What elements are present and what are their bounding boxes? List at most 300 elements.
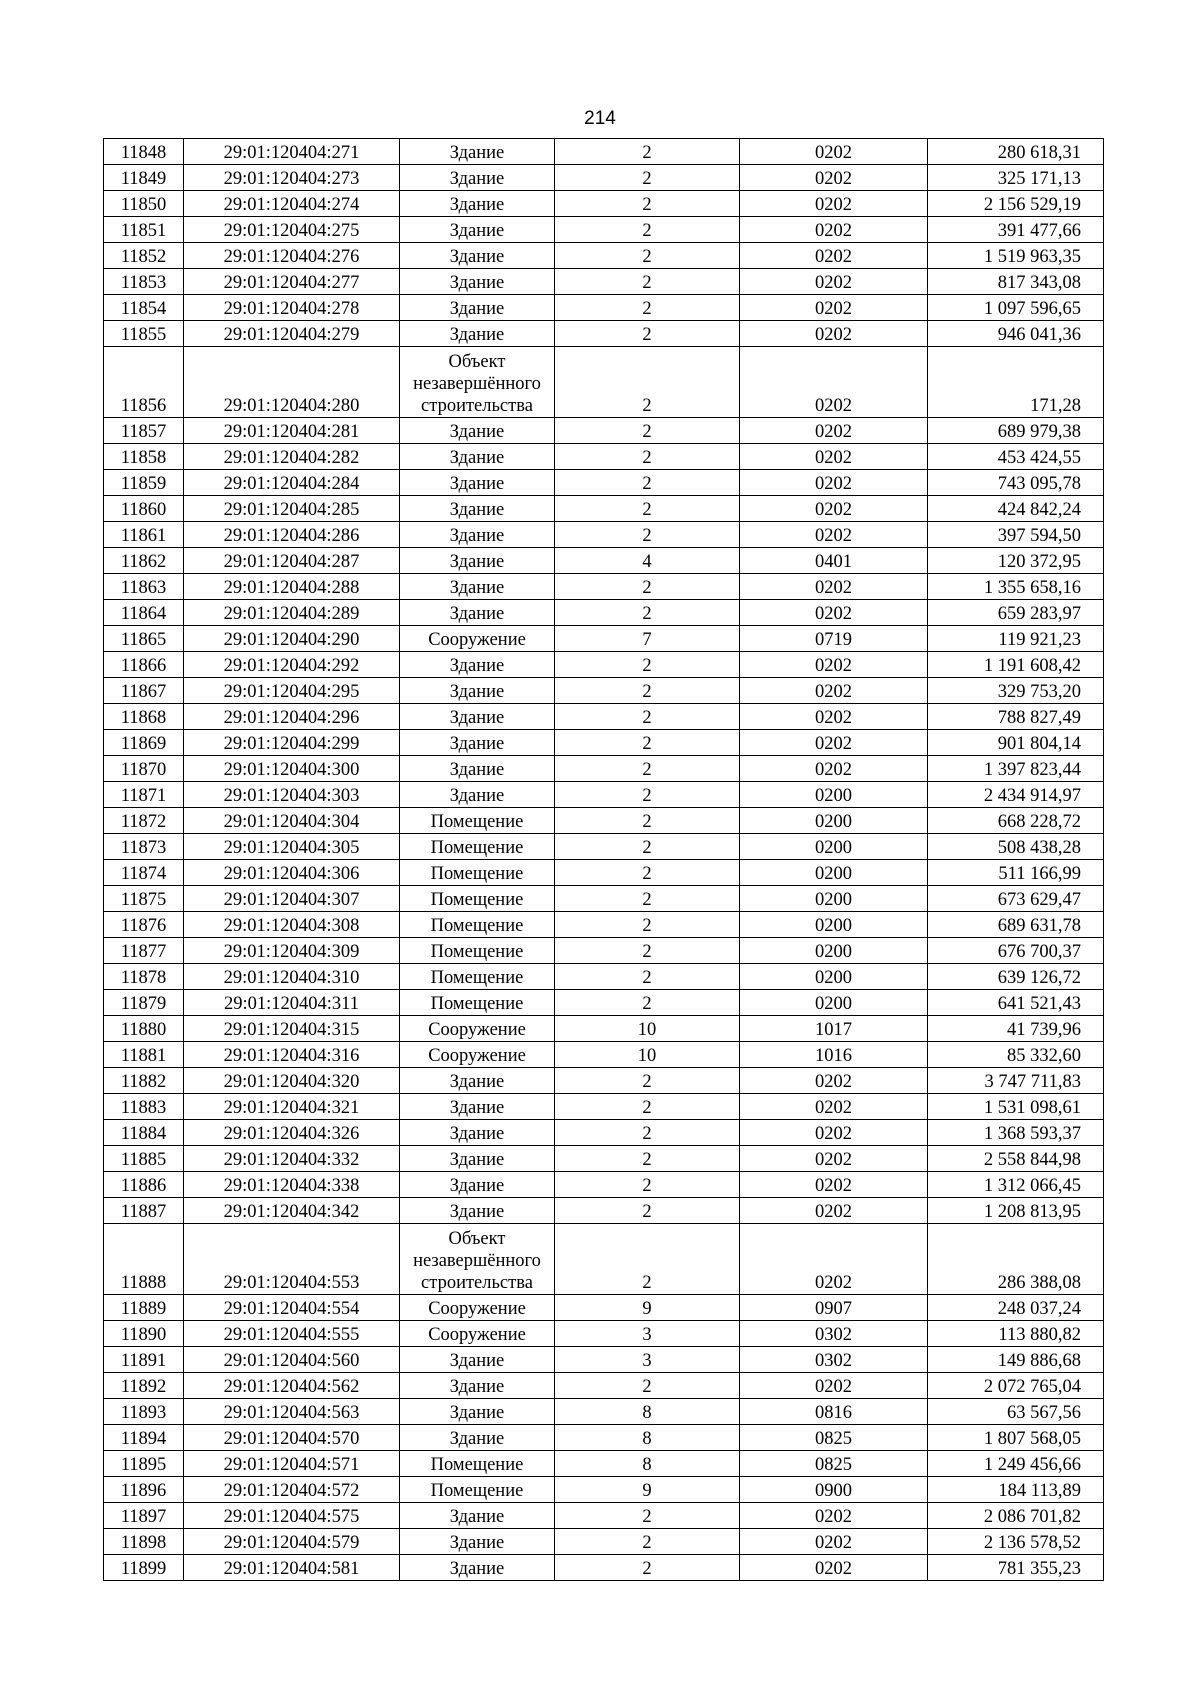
code-cell: 0202 [740,600,928,626]
group-cell: 2 [555,1146,740,1172]
row-number-cell: 11861 [104,522,184,548]
group-cell: 8 [555,1451,740,1477]
table-row [104,1224,1104,1295]
group-cell: 2 [555,704,740,730]
cadastral-number-cell: 29:01:120404:338 [184,1172,400,1198]
cadastral-number-cell: 29:01:120404:307 [184,886,400,912]
table-row [104,652,1104,678]
code-cell: 0202 [740,418,928,444]
cadastral-number-cell: 29:01:120404:305 [184,834,400,860]
row-number-cell: 11887 [104,1198,184,1224]
cadastral-value-cell: 676 700,37 [928,938,1104,964]
code-cell: 0202 [740,470,928,496]
cadastral-number-cell: 29:01:120404:554 [184,1295,400,1321]
cadastral-value-cell: 2 136 578,52 [928,1529,1104,1555]
group-cell: 2 [555,1503,740,1529]
cadastral-value-cell: 184 113,89 [928,1477,1104,1503]
code-cell: 0202 [740,652,928,678]
row-number-cell: 11873 [104,834,184,860]
cadastral-value-cell: 424 842,24 [928,496,1104,522]
cadastral-number-cell: 29:01:120404:303 [184,782,400,808]
object-type-cell: Здание [400,678,555,704]
table-row [104,1321,1104,1347]
cadastral-number-cell: 29:01:120404:300 [184,756,400,782]
code-cell: 0202 [740,217,928,243]
cadastral-number-cell: 29:01:120404:286 [184,522,400,548]
row-number-cell: 11869 [104,730,184,756]
cadastral-value-cell: 2 072 765,04 [928,1373,1104,1399]
code-cell: 0202 [740,522,928,548]
table-row [104,1120,1104,1146]
cadastral-value-cell: 1 191 608,42 [928,652,1104,678]
row-number-cell: 11865 [104,626,184,652]
row-number-cell: 11890 [104,1321,184,1347]
cadastral-value-cell: 280 618,31 [928,139,1104,165]
cadastral-number-cell: 29:01:120404:316 [184,1042,400,1068]
code-cell: 0302 [740,1347,928,1373]
group-cell: 2 [555,217,740,243]
cadastral-number-cell: 29:01:120404:273 [184,165,400,191]
cadastral-number-cell: 29:01:120404:280 [184,347,400,418]
row-number-cell: 11850 [104,191,184,217]
row-number-cell: 11878 [104,964,184,990]
cadastral-value-cell: 325 171,13 [928,165,1104,191]
group-cell: 2 [555,243,740,269]
code-cell: 0202 [740,1146,928,1172]
code-cell: 1017 [740,1016,928,1042]
cadastral-number-cell: 29:01:120404:572 [184,1477,400,1503]
cadastral-number-cell: 29:01:120404:326 [184,1120,400,1146]
code-cell: 0200 [740,912,928,938]
group-cell: 2 [555,269,740,295]
object-type-cell: Здание [400,1425,555,1451]
group-cell: 2 [555,574,740,600]
cadastral-number-cell: 29:01:120404:284 [184,470,400,496]
group-cell: 2 [555,1373,740,1399]
cadastral-number-cell: 29:01:120404:570 [184,1425,400,1451]
object-type-cell: Здание [400,243,555,269]
code-cell: 0200 [740,860,928,886]
group-cell: 2 [555,165,740,191]
table-row [104,1094,1104,1120]
table-row [104,1172,1104,1198]
row-number-cell: 11864 [104,600,184,626]
table-row [104,1016,1104,1042]
table-row [104,756,1104,782]
cadastral-value-cell: 171,28 [928,347,1104,418]
cadastral-value-cell: 119 921,23 [928,626,1104,652]
code-cell: 0202 [740,496,928,522]
code-cell: 0401 [740,548,928,574]
table-row [104,1529,1104,1555]
code-cell: 0202 [740,756,928,782]
code-cell: 0825 [740,1451,928,1477]
cadastral-number-cell: 29:01:120404:575 [184,1503,400,1529]
cadastral-number-cell: 29:01:120404:304 [184,808,400,834]
object-type-cell: Помещение [400,886,555,912]
cadastral-value-cell: 2 156 529,19 [928,191,1104,217]
cadastral-value-cell: 149 886,68 [928,1347,1104,1373]
code-cell: 0202 [740,1503,928,1529]
row-number-cell: 11871 [104,782,184,808]
table-row [104,678,1104,704]
cadastral-value-cell: 391 477,66 [928,217,1104,243]
code-cell: 0200 [740,808,928,834]
row-number-cell: 11872 [104,808,184,834]
code-cell: 0202 [740,1555,928,1581]
cadastral-value-cell: 659 283,97 [928,600,1104,626]
group-cell: 2 [555,678,740,704]
row-number-cell: 11859 [104,470,184,496]
row-number-cell: 11856 [104,347,184,418]
cadastral-number-cell: 29:01:120404:310 [184,964,400,990]
row-number-cell: 11851 [104,217,184,243]
group-cell: 4 [555,548,740,574]
cadastral-value-cell: 63 567,56 [928,1399,1104,1425]
group-cell: 2 [555,652,740,678]
row-number-cell: 11895 [104,1451,184,1477]
cadastral-number-cell: 29:01:120404:311 [184,990,400,1016]
code-cell: 1016 [740,1042,928,1068]
row-number-cell: 11866 [104,652,184,678]
cadastral-value-cell: 508 438,28 [928,834,1104,860]
code-cell: 0200 [740,964,928,990]
row-number-cell: 11854 [104,295,184,321]
code-cell: 0816 [740,1399,928,1425]
object-type-cell: Здание [400,1120,555,1146]
group-cell: 2 [555,418,740,444]
object-type-cell: Здание [400,1172,555,1198]
group-cell: 2 [555,600,740,626]
code-cell: 0202 [740,347,928,418]
object-type-cell: Здание [400,782,555,808]
group-cell: 2 [555,912,740,938]
table-row [104,834,1104,860]
code-cell: 0202 [740,1373,928,1399]
cadastral-value-cell: 1 368 593,37 [928,1120,1104,1146]
cadastral-value-cell: 743 095,78 [928,470,1104,496]
cadastral-number-cell: 29:01:120404:292 [184,652,400,678]
cadastral-number-cell: 29:01:120404:276 [184,243,400,269]
cadastral-number-cell: 29:01:120404:271 [184,139,400,165]
registry-table [103,138,1104,1581]
cadastral-value-cell: 120 372,95 [928,548,1104,574]
cadastral-number-cell: 29:01:120404:309 [184,938,400,964]
cadastral-number-cell: 29:01:120404:274 [184,191,400,217]
cadastral-number-cell: 29:01:120404:571 [184,1451,400,1477]
group-cell: 2 [555,1198,740,1224]
row-number-cell: 11874 [104,860,184,886]
group-cell: 2 [555,1120,740,1146]
cadastral-value-cell: 397 594,50 [928,522,1104,548]
object-type-cell: Здание [400,730,555,756]
cadastral-value-cell: 673 629,47 [928,886,1104,912]
group-cell: 9 [555,1477,740,1503]
cadastral-value-cell: 1 312 066,45 [928,1172,1104,1198]
code-cell: 0200 [740,886,928,912]
cadastral-number-cell: 29:01:120404:342 [184,1198,400,1224]
table-row [104,496,1104,522]
cadastral-number-cell: 29:01:120404:320 [184,1068,400,1094]
object-type-cell: Здание [400,470,555,496]
table-row [104,808,1104,834]
code-cell: 0202 [740,730,928,756]
cadastral-number-cell: 29:01:120404:282 [184,444,400,470]
object-type-cell: Здание [400,1198,555,1224]
table-row [104,470,1104,496]
row-number-cell: 11886 [104,1172,184,1198]
row-number-cell: 11892 [104,1373,184,1399]
group-cell: 2 [555,808,740,834]
table-row [104,1198,1104,1224]
row-number-cell: 11858 [104,444,184,470]
row-number-cell: 11896 [104,1477,184,1503]
object-type-cell: Помещение [400,1477,555,1503]
cadastral-number-cell: 29:01:120404:308 [184,912,400,938]
table-row [104,522,1104,548]
table-row [104,912,1104,938]
table-row [104,347,1104,418]
group-cell: 2 [555,990,740,1016]
row-number-cell: 11883 [104,1094,184,1120]
group-cell: 2 [555,470,740,496]
cadastral-number-cell: 29:01:120404:299 [184,730,400,756]
page-number: 214 [584,108,616,129]
group-cell: 2 [555,938,740,964]
code-cell: 0200 [740,938,928,964]
table-row [104,782,1104,808]
cadastral-number-cell: 29:01:120404:555 [184,1321,400,1347]
row-number-cell: 11885 [104,1146,184,1172]
object-type-cell: Здание [400,295,555,321]
table-row [104,191,1104,217]
table-row [104,1425,1104,1451]
table-row [104,1347,1104,1373]
cadastral-number-cell: 29:01:120404:562 [184,1373,400,1399]
group-cell: 2 [555,860,740,886]
table-row [104,1068,1104,1094]
row-number-cell: 11899 [104,1555,184,1581]
cadastral-value-cell: 641 521,43 [928,990,1104,1016]
table-row [104,243,1104,269]
group-cell: 8 [555,1425,740,1451]
table-row [104,295,1104,321]
cadastral-number-cell: 29:01:120404:321 [184,1094,400,1120]
cadastral-value-cell: 113 880,82 [928,1321,1104,1347]
object-type-cell: Здание [400,1068,555,1094]
table-row [104,860,1104,886]
cadastral-value-cell: 453 424,55 [928,444,1104,470]
table-row [104,704,1104,730]
table-row [104,1146,1104,1172]
table-row [104,139,1104,165]
object-type-cell: Помещение [400,912,555,938]
cadastral-number-cell: 29:01:120404:306 [184,860,400,886]
table-row [104,730,1104,756]
code-cell: 0200 [740,834,928,860]
cadastral-value-cell: 1 355 658,16 [928,574,1104,600]
table-row [104,217,1104,243]
object-type-cell: Здание [400,418,555,444]
group-cell: 2 [555,1555,740,1581]
cadastral-number-cell: 29:01:120404:296 [184,704,400,730]
cadastral-number-cell: 29:01:120404:332 [184,1146,400,1172]
group-cell: 2 [555,1224,740,1295]
cadastral-number-cell: 29:01:120404:277 [184,269,400,295]
object-type-cell: Здание [400,756,555,782]
object-type-cell: Здание [400,191,555,217]
table-row [104,886,1104,912]
object-type-cell: Здание [400,1399,555,1425]
table-row [104,574,1104,600]
code-cell: 0202 [740,1172,928,1198]
cadastral-value-cell: 689 979,38 [928,418,1104,444]
object-type-cell: Здание [400,217,555,243]
group-cell: 10 [555,1016,740,1042]
group-cell: 2 [555,886,740,912]
cadastral-number-cell: 29:01:120404:290 [184,626,400,652]
group-cell: 2 [555,139,740,165]
cadastral-number-cell: 29:01:120404:285 [184,496,400,522]
table-row [104,990,1104,1016]
group-cell: 2 [555,1172,740,1198]
code-cell: 0202 [740,574,928,600]
group-cell: 2 [555,782,740,808]
code-cell: 0202 [740,295,928,321]
row-number-cell: 11882 [104,1068,184,1094]
code-cell: 0900 [740,1477,928,1503]
code-cell: 0202 [740,1068,928,1094]
cadastral-value-cell: 3 747 711,83 [928,1068,1104,1094]
object-type-cell: Здание [400,139,555,165]
object-type-cell: Здание [400,1094,555,1120]
cadastral-value-cell: 639 126,72 [928,964,1104,990]
row-number-cell: 11897 [104,1503,184,1529]
object-type-cell: Сооружение [400,1042,555,1068]
cadastral-number-cell: 29:01:120404:581 [184,1555,400,1581]
cadastral-number-cell: 29:01:120404:579 [184,1529,400,1555]
cadastral-value-cell: 946 041,36 [928,321,1104,347]
row-number-cell: 11875 [104,886,184,912]
cadastral-number-cell: 29:01:120404:560 [184,1347,400,1373]
group-cell: 9 [555,1295,740,1321]
code-cell: 0202 [740,444,928,470]
row-number-cell: 11894 [104,1425,184,1451]
group-cell: 2 [555,1529,740,1555]
group-cell: 2 [555,1094,740,1120]
code-cell: 0202 [740,139,928,165]
row-number-cell: 11879 [104,990,184,1016]
cadastral-number-cell: 29:01:120404:289 [184,600,400,626]
group-cell: 10 [555,1042,740,1068]
object-type-cell: Здание [400,1373,555,1399]
cadastral-number-cell: 29:01:120404:275 [184,217,400,243]
code-cell: 0202 [740,1198,928,1224]
code-cell: 0202 [740,1094,928,1120]
object-type-cell: Помещение [400,860,555,886]
cadastral-number-cell: 29:01:120404:315 [184,1016,400,1042]
object-type-cell: Здание [400,548,555,574]
code-cell: 0825 [740,1425,928,1451]
code-cell: 0202 [740,678,928,704]
cadastral-number-cell: 29:01:120404:563 [184,1399,400,1425]
cadastral-number-cell: 29:01:120404:288 [184,574,400,600]
code-cell: 0202 [740,1120,928,1146]
table-row [104,418,1104,444]
cadastral-value-cell: 41 739,96 [928,1016,1104,1042]
cadastral-value-cell: 1 519 963,35 [928,243,1104,269]
cadastral-value-cell: 668 228,72 [928,808,1104,834]
table-row [104,1399,1104,1425]
object-type-cell: Здание [400,1503,555,1529]
code-cell: 0202 [740,704,928,730]
object-type-cell: Здание [400,321,555,347]
row-number-cell: 11876 [104,912,184,938]
object-type-cell: Здание [400,600,555,626]
row-number-cell: 11881 [104,1042,184,1068]
row-number-cell: 11880 [104,1016,184,1042]
code-cell: 0302 [740,1321,928,1347]
row-number-cell: 11898 [104,1529,184,1555]
object-type-cell: Объект незавершённого строительства [400,347,555,418]
object-type-cell: Здание [400,165,555,191]
cadastral-number-cell: 29:01:120404:279 [184,321,400,347]
object-type-cell: Помещение [400,1451,555,1477]
group-cell: 2 [555,191,740,217]
object-type-cell: Здание [400,1555,555,1581]
table-row [104,1503,1104,1529]
cadastral-value-cell: 1 397 823,44 [928,756,1104,782]
code-cell: 0200 [740,782,928,808]
cadastral-value-cell: 85 332,60 [928,1042,1104,1068]
group-cell: 2 [555,321,740,347]
row-number-cell: 11848 [104,139,184,165]
cadastral-value-cell: 781 355,23 [928,1555,1104,1581]
registry-table-body [104,139,1104,1581]
row-number-cell: 11860 [104,496,184,522]
code-cell: 0202 [740,321,928,347]
table-row [104,1295,1104,1321]
object-type-cell: Сооружение [400,626,555,652]
row-number-cell: 11867 [104,678,184,704]
cadastral-value-cell: 248 037,24 [928,1295,1104,1321]
object-type-cell: Здание [400,1347,555,1373]
object-type-cell: Здание [400,496,555,522]
group-cell: 2 [555,964,740,990]
row-number-cell: 11855 [104,321,184,347]
object-type-cell: Здание [400,574,555,600]
object-type-cell: Помещение [400,964,555,990]
cadastral-value-cell: 1 208 813,95 [928,1198,1104,1224]
cadastral-value-cell: 1 249 456,66 [928,1451,1104,1477]
group-cell: 2 [555,834,740,860]
group-cell: 2 [555,295,740,321]
cadastral-value-cell: 1 807 568,05 [928,1425,1104,1451]
table-row [104,321,1104,347]
table-row [104,1373,1104,1399]
cadastral-number-cell: 29:01:120404:278 [184,295,400,321]
row-number-cell: 11877 [104,938,184,964]
group-cell: 2 [555,756,740,782]
object-type-cell: Помещение [400,834,555,860]
row-number-cell: 11862 [104,548,184,574]
cadastral-number-cell: 29:01:120404:295 [184,678,400,704]
cadastral-value-cell: 511 166,99 [928,860,1104,886]
group-cell: 3 [555,1321,740,1347]
group-cell: 8 [555,1399,740,1425]
row-number-cell: 11870 [104,756,184,782]
object-type-cell: Сооружение [400,1295,555,1321]
